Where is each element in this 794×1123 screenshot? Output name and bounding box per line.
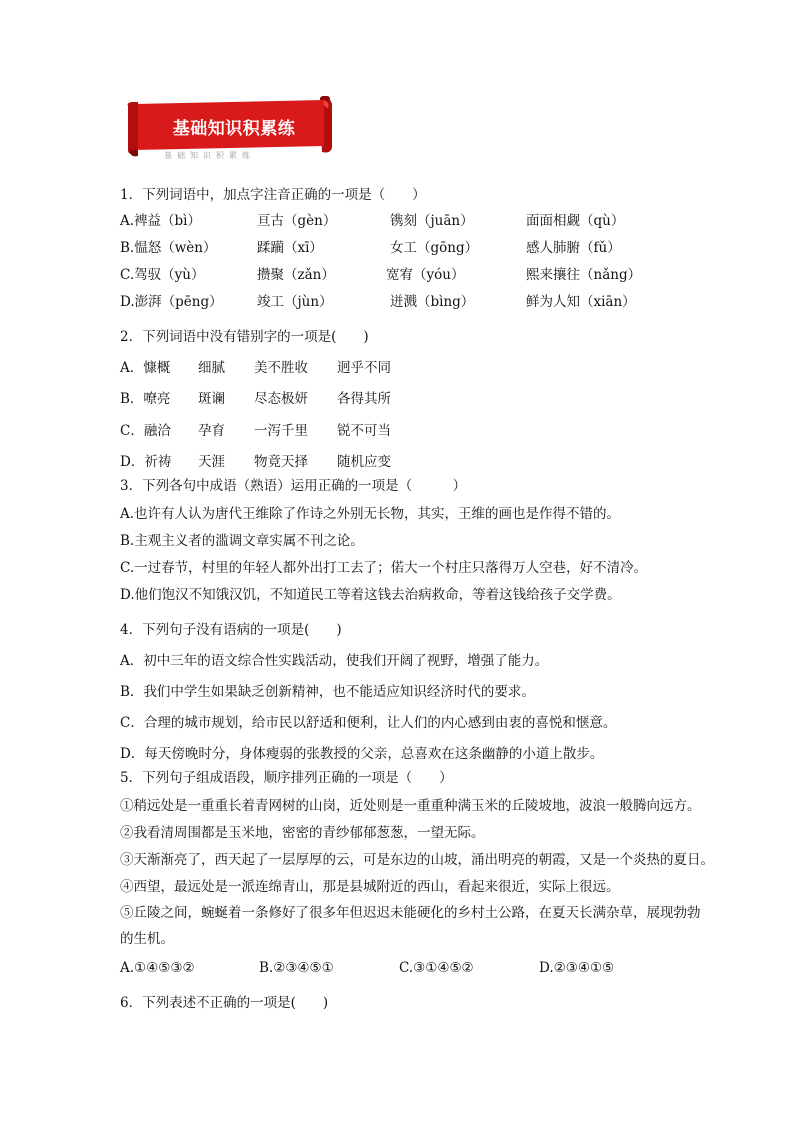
question-5-stem: 5．下列句子组成语段，顺序排列正确的一项是（ ） [120,770,453,786]
section-banner [124,92,336,164]
q2-option: 一泻千里 [254,423,308,439]
q2-option: 斑谰 [198,391,225,407]
q1-option: 攒聚（zǎn） [257,267,335,283]
q1-option: 感人肺腑（fǔ） [526,240,621,256]
q2-option: 孕育 [198,423,225,439]
q2-option: 天涯 [198,454,225,470]
q1-option: C.驾驭（yù） [120,267,205,283]
q2-option: C．融洽 [120,423,171,439]
q2-option: 随机应变 [337,454,391,470]
q2-option: 迥乎不同 [337,360,391,376]
q2-option: 锐不可当 [337,423,391,439]
q5-sentence-5: ⑤丘陵之间，蜿蜒着一条修好了很多年但迟迟未能硬化的乡村土公路，在夏天长满杂草，展现勃勃的生机。 [120,905,701,947]
question-2-stem: 2．下列词语中没有错别字的一项是( ) [120,329,369,345]
q1-option: D.澎湃（pēng） [120,294,223,310]
q2-option: 各得其所 [337,391,391,407]
q4-option-d: D．每天傍晚时分，身体瘦弱的张教授的父亲，总喜欢在这条幽静的小道上散步。 [120,746,604,762]
q3-option-d: D.他们饱汉不知饿汉饥，不知道民工等着这钱去治病救命，等着这钱给孩子交学费。 [120,587,621,603]
question-3-stem: 3．下列各句中成语（熟语）运用正确的一项是（ ） [120,478,467,494]
q4-option-b: B．我们中学生如果缺乏创新精神，也不能适应知识经济时代的要求。 [120,684,535,700]
q2-option: 美不胜收 [254,360,308,376]
question-1-stem: 1．下列词语中，加点字注音正确的一项是（ ） [120,187,426,203]
q5-sentence-3: ③天渐渐亮了，西天起了一层厚厚的云，可是东边的山坡，涌出明亮的朝霞，又是一个炎热的夏日。 [120,852,714,868]
q5-option: A.①④⑤③② [120,960,195,976]
q4-option-c: C．合理的城市规划，给市民以舒适和便利，让人们的内心感到由衷的喜悦和惬意。 [120,715,617,731]
q2-option: 尽态极妍 [254,391,308,407]
q3-option-a: A.也许有人认为唐代王维除了作诗之外别无长物，其实，王维的画也是作得不错的。 [120,506,621,522]
q4-option-a: A．初中三年的语文综合性实践活动，使我们开阔了视野，增强了能力。 [120,653,549,669]
q1-option: 女工（gōng） [390,240,479,256]
q2-option: D．祈祷 [120,454,172,470]
q2-option: 物竟天择 [254,454,308,470]
q5-option: C.③①④⑤② [399,960,474,976]
banner-subtitle: 基础知识积累练 [164,151,255,160]
q5-option: B.②③④⑤① [259,960,334,976]
q1-option: 蹂躏（xī） [257,240,323,256]
q1-option: 宽宥（yóu） [386,267,465,283]
q3-option-b: B.主观主义者的滥调文章实属不刊之论。 [120,533,364,549]
q1-option: 镌刻（juān） [390,213,474,229]
q1-option: 亘古（gèn） [257,213,337,229]
banner-title: 基础知识积累练 [172,119,296,139]
q2-option: B．嘹亮 [120,391,171,407]
q1-option: 面面相觑（qù） [526,213,625,229]
q3-option-c: C.一过春节，村里的年轻人都外出打工去了；偌大一个村庄只落得万人空巷，好不清冷。 [120,560,648,576]
q2-option: A．慷概 [120,360,171,376]
q1-option: 迸溅（bìng） [390,294,475,310]
question-4-stem: 4．下列句子没有语病的一项是( ) [120,622,342,638]
q5-sentence-2: ②我看清周围都是玉米地，密密的青纱郁郁葱葱，一望无际。 [120,825,485,841]
q1-option: 熙来攘往（nǎng） [526,267,642,283]
q5-option: D.②③④①⑤ [539,960,615,976]
q5-sentence-4: ④西望，最远处是一派连绵青山，那是县城附近的西山，看起来很近，实际上很远。 [120,879,620,895]
q1-option: 竣工（jùn） [257,294,333,310]
question-6-stem: 6．下列表述不正确的一项是( ) [120,995,329,1011]
q1-option: A.裨益（bì） [120,213,201,229]
q1-option: 鲜为人知（xiān） [526,294,636,310]
q2-option: 细腻 [198,360,225,376]
q1-option: B.愠怒（wèn） [120,240,217,256]
q5-sentence-1: ①稍远处是一重重长着青网树的山岗，近处则是一重重种满玉米的丘陵坡地，波浪一般腾向远方。 [120,798,701,814]
